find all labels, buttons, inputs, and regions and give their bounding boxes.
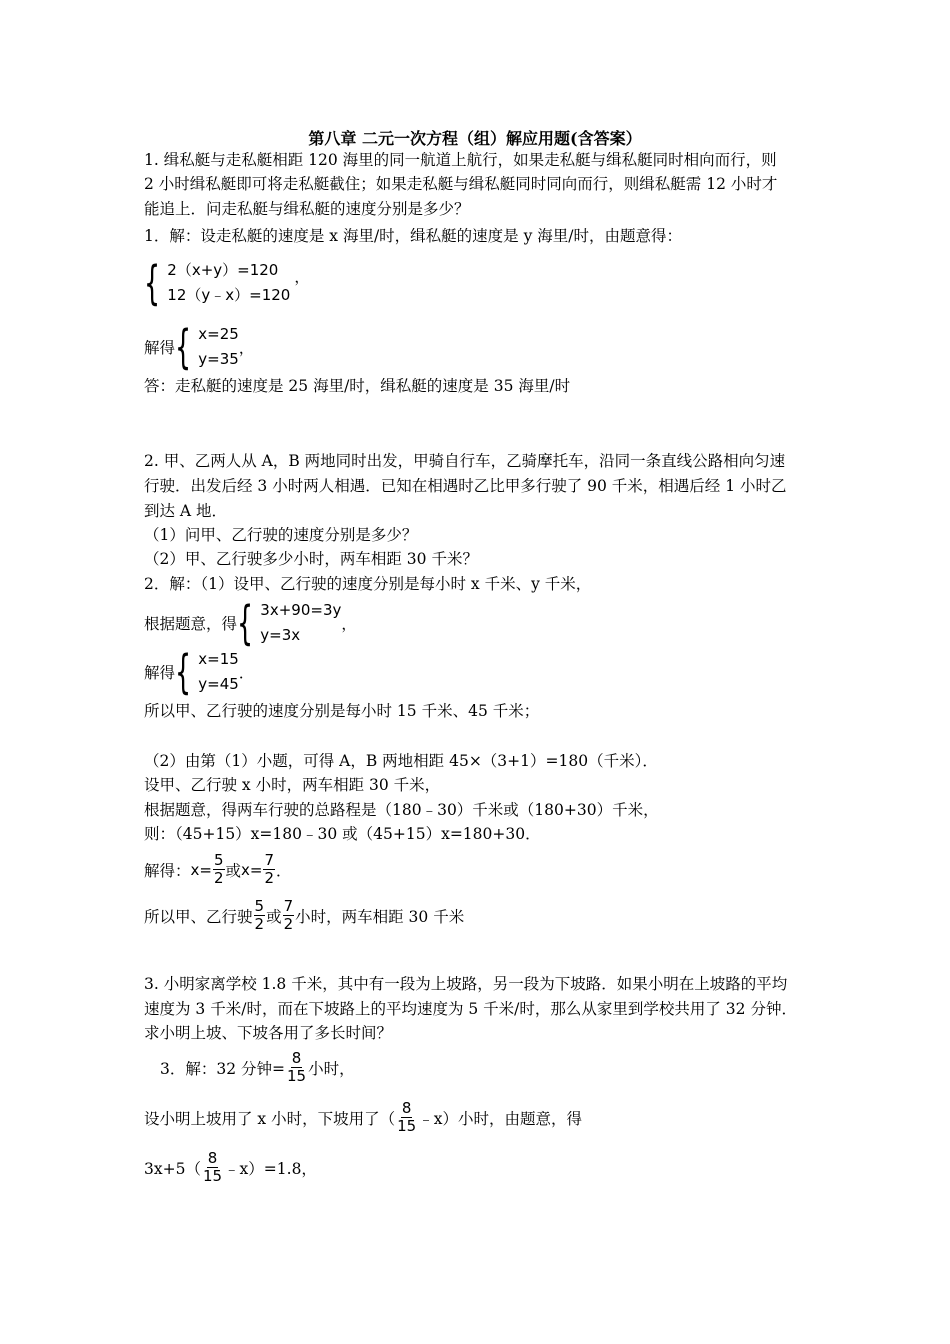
fraction-numerator: 8: [291, 1049, 302, 1067]
q3-setup-suffix: ﹣x）小时，由题意，得: [418, 1109, 582, 1128]
q2-solution-period: ．: [238, 663, 254, 682]
q1-equation-comma: ，: [294, 267, 310, 286]
fraction-denominator: 2: [283, 915, 294, 933]
q3-eq-suffix: ﹣x）=1.8，: [224, 1159, 317, 1178]
q2-text-line-1: 2. 甲、乙两人从 A，B 两地同时出发，甲骑自行车，乙骑摩托车，沿同一条直线公路相向匀速: [144, 452, 786, 470]
q2-x-equals: x=: [190, 860, 212, 879]
q3-text-line-2: 速度为 3 千米/时，而在下坡路上的平均速度为 5 千米/时，那么从家里到学校共用了 32 分钟．: [144, 1000, 797, 1018]
q2-solve2-label: 解得：: [144, 861, 191, 880]
q3-setup-prefix: 设小明上坡用了 x 小时，下坡用了（: [144, 1109, 396, 1128]
fraction-denominator: 15: [202, 1167, 223, 1185]
fraction: [263, 852, 275, 887]
q3-sol-suffix: 小时，: [308, 1059, 355, 1078]
q2-solution-x: x=15: [198, 650, 239, 668]
fraction: [286, 1050, 307, 1085]
q2-conclusion-1: 所以甲、乙行驶的速度分别是每小时 15 千米、45 千米；: [144, 702, 540, 720]
q2-equation-1: 3x+90=3y: [260, 601, 342, 619]
brace-icon: {: [175, 320, 192, 374]
fraction-numerator: 5: [254, 897, 265, 915]
q2-final-answer: [144, 898, 464, 933]
q2-text-line-3: 到达 A 地．: [144, 502, 228, 520]
q2-part2-line-1: （2）由第（1）小题，可得 A，B 两地相距 45×（3+1）=180（千米）．: [144, 752, 658, 770]
brace-icon: {: [237, 596, 254, 650]
q2-setup-label: 根据题意，得: [144, 615, 238, 633]
page-title: 第八章 二元一次方程（组）解应用题(含答案）: [308, 129, 642, 148]
q3-eq-prefix: 3x+5（: [144, 1159, 201, 1178]
q2-equation-system: [144, 598, 356, 648]
fraction: [254, 898, 266, 933]
q2-part2-line-4: 则：（45+15）x=180﹣30 或（45+15）x=180+30．: [144, 825, 541, 843]
q3-text-line-1: 3. 小明家离学校 1.8 千米，其中有一段为上坡路，另一段为下坡路．如果小明在上坡路的平均: [144, 975, 788, 993]
q2-solution-system: [144, 647, 254, 697]
q1-solution-system: [144, 322, 254, 372]
q2-part2-solution: [144, 852, 292, 887]
fraction-denominator: 2: [264, 869, 275, 887]
q1-solution-intro: 1．解：设走私艇的速度是 x 海里/时，缉私艇的速度是 y 海里/时，由题意得：: [144, 227, 683, 245]
brace-icon: {: [144, 256, 161, 310]
q3-solution-line-1: [160, 1050, 355, 1085]
q1-solution-comma: ，: [238, 338, 254, 357]
q1-solution-x: x=25: [198, 325, 239, 343]
fraction-denominator: 15: [287, 1067, 307, 1085]
q1-equation-2: 12（y﹣x）=120: [167, 286, 291, 304]
q1-answer: 答：走私艇的速度是 25 海里/时，缉私艇的速度是 35 海里/时: [144, 377, 571, 395]
q2-sub-question-1: （1）问甲、乙行驶的速度分别是多少？: [144, 526, 418, 544]
fraction-denominator: 2: [213, 869, 224, 887]
q1-solve-label: 解得: [144, 339, 176, 357]
or-word: 或: [225, 861, 242, 880]
q3-setup-line: [144, 1100, 582, 1135]
q2-solution-y: y=45: [198, 675, 239, 693]
fraction: [396, 1100, 417, 1135]
q1-equation-system: [144, 258, 309, 308]
q2-x-equals: x=: [241, 860, 263, 879]
q2-text-line-2: 行驶．出发后经 3 小时两人相遇．已知在相遇时乙比甲多行驶了 90 千米，相遇后经 1 小时乙: [144, 477, 787, 495]
fraction: [202, 1150, 223, 1185]
q2-equation-comma: ，: [341, 614, 357, 633]
q3-text-line-3: 求小明上坡、下坡各用了多长时间？: [144, 1024, 393, 1042]
fraction: [213, 852, 225, 887]
end-period: ．: [276, 861, 292, 880]
q3-equation-line: [144, 1150, 317, 1185]
q2-final-prefix: 所以甲、乙行驶: [144, 907, 253, 926]
fraction-numerator: 5: [213, 851, 224, 869]
q1-text-line-1: 1. 缉私艇与走私艇相距 120 海里的同一航道上航行，如果走私艇与缉私艇同时相向而行，则: [144, 151, 777, 169]
fraction-denominator: 15: [397, 1117, 417, 1135]
q2-solution-intro: 2．解：（1）设甲、乙行驶的速度分别是每小时 x 千米、y 千米，: [144, 575, 592, 593]
q1-text-line-3: 能追上．问走私艇与缉私艇的速度分别是多少？: [144, 200, 470, 218]
q1-text-line-2: 2 小时缉私艇即可将走私艇截住；如果走私艇与缉私艇同时同向而行，则缉私艇需 12 小时才: [144, 175, 778, 193]
q2-solve-label: 解得: [144, 664, 176, 682]
q2-sub-question-2: （2）甲、乙行驶多少小时，两车相距 30 千米？: [144, 550, 478, 568]
q2-final-suffix: 小时，两车相距 30 千米: [295, 907, 465, 926]
fraction: [283, 898, 295, 933]
q2-part2-line-3: 根据题意，得两车行驶的总路程是（180﹣30）千米或（180+30）千米，: [144, 801, 659, 819]
q2-part2-line-2: 设甲、乙行驶 x 小时，两车相距 30 千米，: [144, 776, 441, 794]
q3-sol-prefix: 3．解：32 分钟=: [160, 1059, 285, 1078]
q2-equation-2: y=3x: [260, 626, 301, 644]
fraction-numerator: 7: [264, 851, 275, 869]
brace-icon: {: [175, 645, 192, 699]
fraction-numerator: 8: [207, 1149, 218, 1167]
fraction-numerator: 7: [283, 897, 294, 915]
or-word: 或: [266, 907, 282, 926]
q1-equation-1: 2（x+y）=120: [167, 261, 279, 279]
fraction-numerator: 8: [401, 1099, 412, 1117]
q1-solution-y: y=35: [198, 350, 239, 368]
fraction-denominator: 2: [254, 915, 265, 933]
